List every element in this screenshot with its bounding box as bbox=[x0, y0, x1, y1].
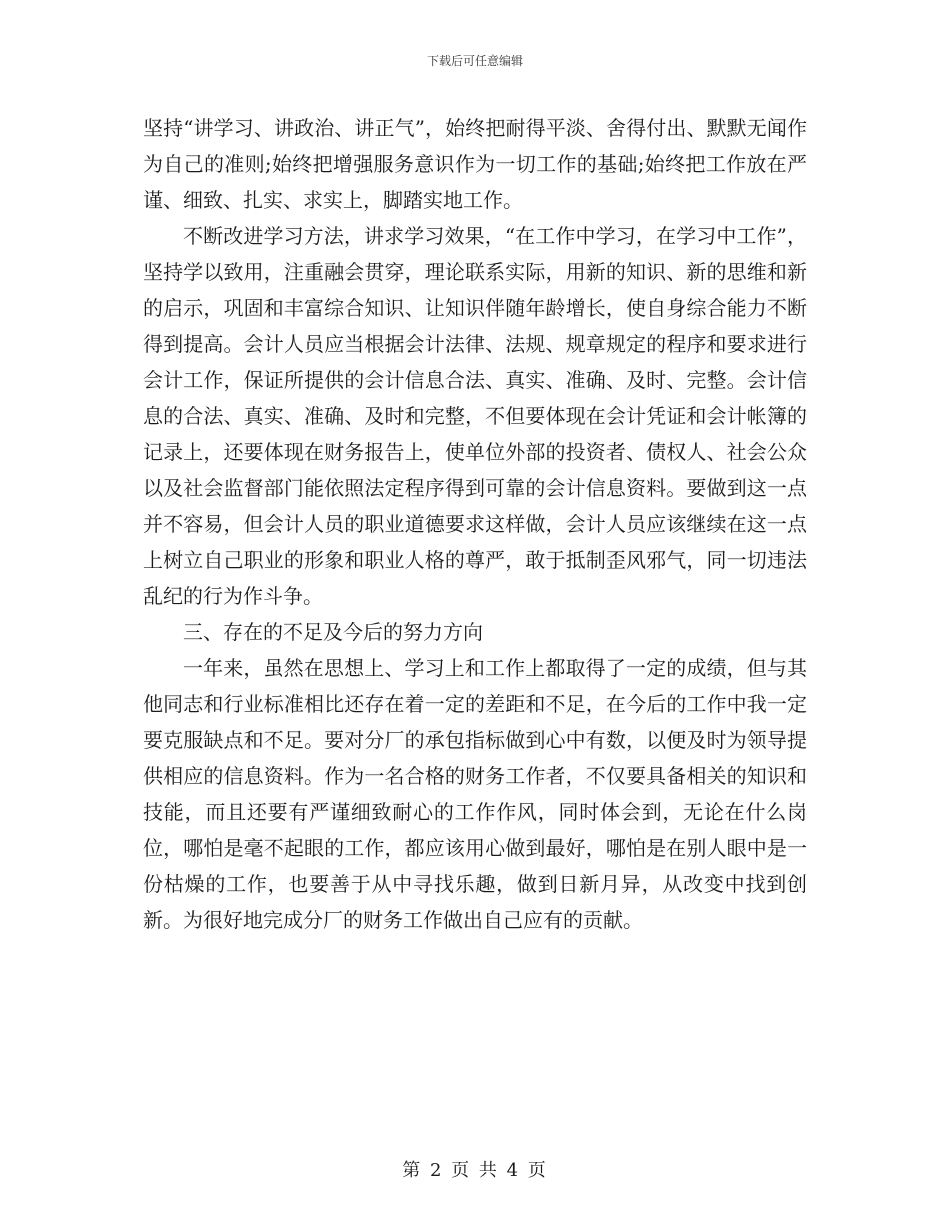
page-header: 下载后可任意编辑 bbox=[426, 54, 523, 68]
section-heading-shortcomings: 三、存在的不足及今后的努力方向 bbox=[183, 620, 483, 644]
page-number: 第 2 页 共 4 页 bbox=[402, 1160, 548, 1181]
paragraph-principles: 坚持“讲学习、讲政治、讲正气”，始终把耐得平淡、舍得付出、默默无闻作为自己的准则;始终把增强服务意识作为一切工作的基础;始终把工作放在严谨、细致、扎实、求实上，脚踏实地工作。 bbox=[143, 116, 807, 212]
paragraph-future-efforts: 一年来，虽然在思想上、学习上和工作上都取得了一定的成绩，但与其他同志和行业标准相比还存在着一定的差距和不足，在今后的工作中我一定要克服缺点和不足。要对分厂的承包指标做到心中有数，以便及时为领导提供相应的信息资料。作为一名合格的财务工作者，不仅要具备相关的知识和技能，而且还要有严谨细致耐心的工作作风，同时体会到，无论在什么岗位，哪怕是毫不起眼的工作，都应该用心做到最好，哪怕是在别人眼中是一份枯燥的工作，也要善于从中寻找乐趣，做到日新月异，从改变中找到创新。为很好地完成分厂的财务工作做出自己应有的贡献。 bbox=[143, 656, 807, 932]
document-body bbox=[143, 110, 807, 938]
paragraph-study-methods: 不断改进学习方法，讲求学习效果，“在工作中学习，在学习中工作”，坚持学以致用，注重融会贯穿，理论联系实际，用新的知识、新的思维和新的启示，巩固和丰富综合知识、让知识伴随年龄增长，使自身综合能力不断得到提高。会计人员应当根据会计法律、法规、规章规定的程序和要求进行会计工作，保证所提供的会计信息合法、真实、准确、及时、完整。会计信息的合法、真实、准确、及时和完整，不但要体现在会计凭证和会计帐簿的记录上，还要体现在财务报告上，使单位外部的投资者、债权人、社会公众以及社会监督部门能依照法定程序得到可靠的会计信息资料。要做到这一点并不容易，但会计人员的职业道德要求这样做，会计人员应该继续在这一点上树立自己职业的形象和职业人格的尊严，敢于抵制歪风邪气，同一切违法乱纪的行为作斗争。 bbox=[143, 224, 807, 608]
